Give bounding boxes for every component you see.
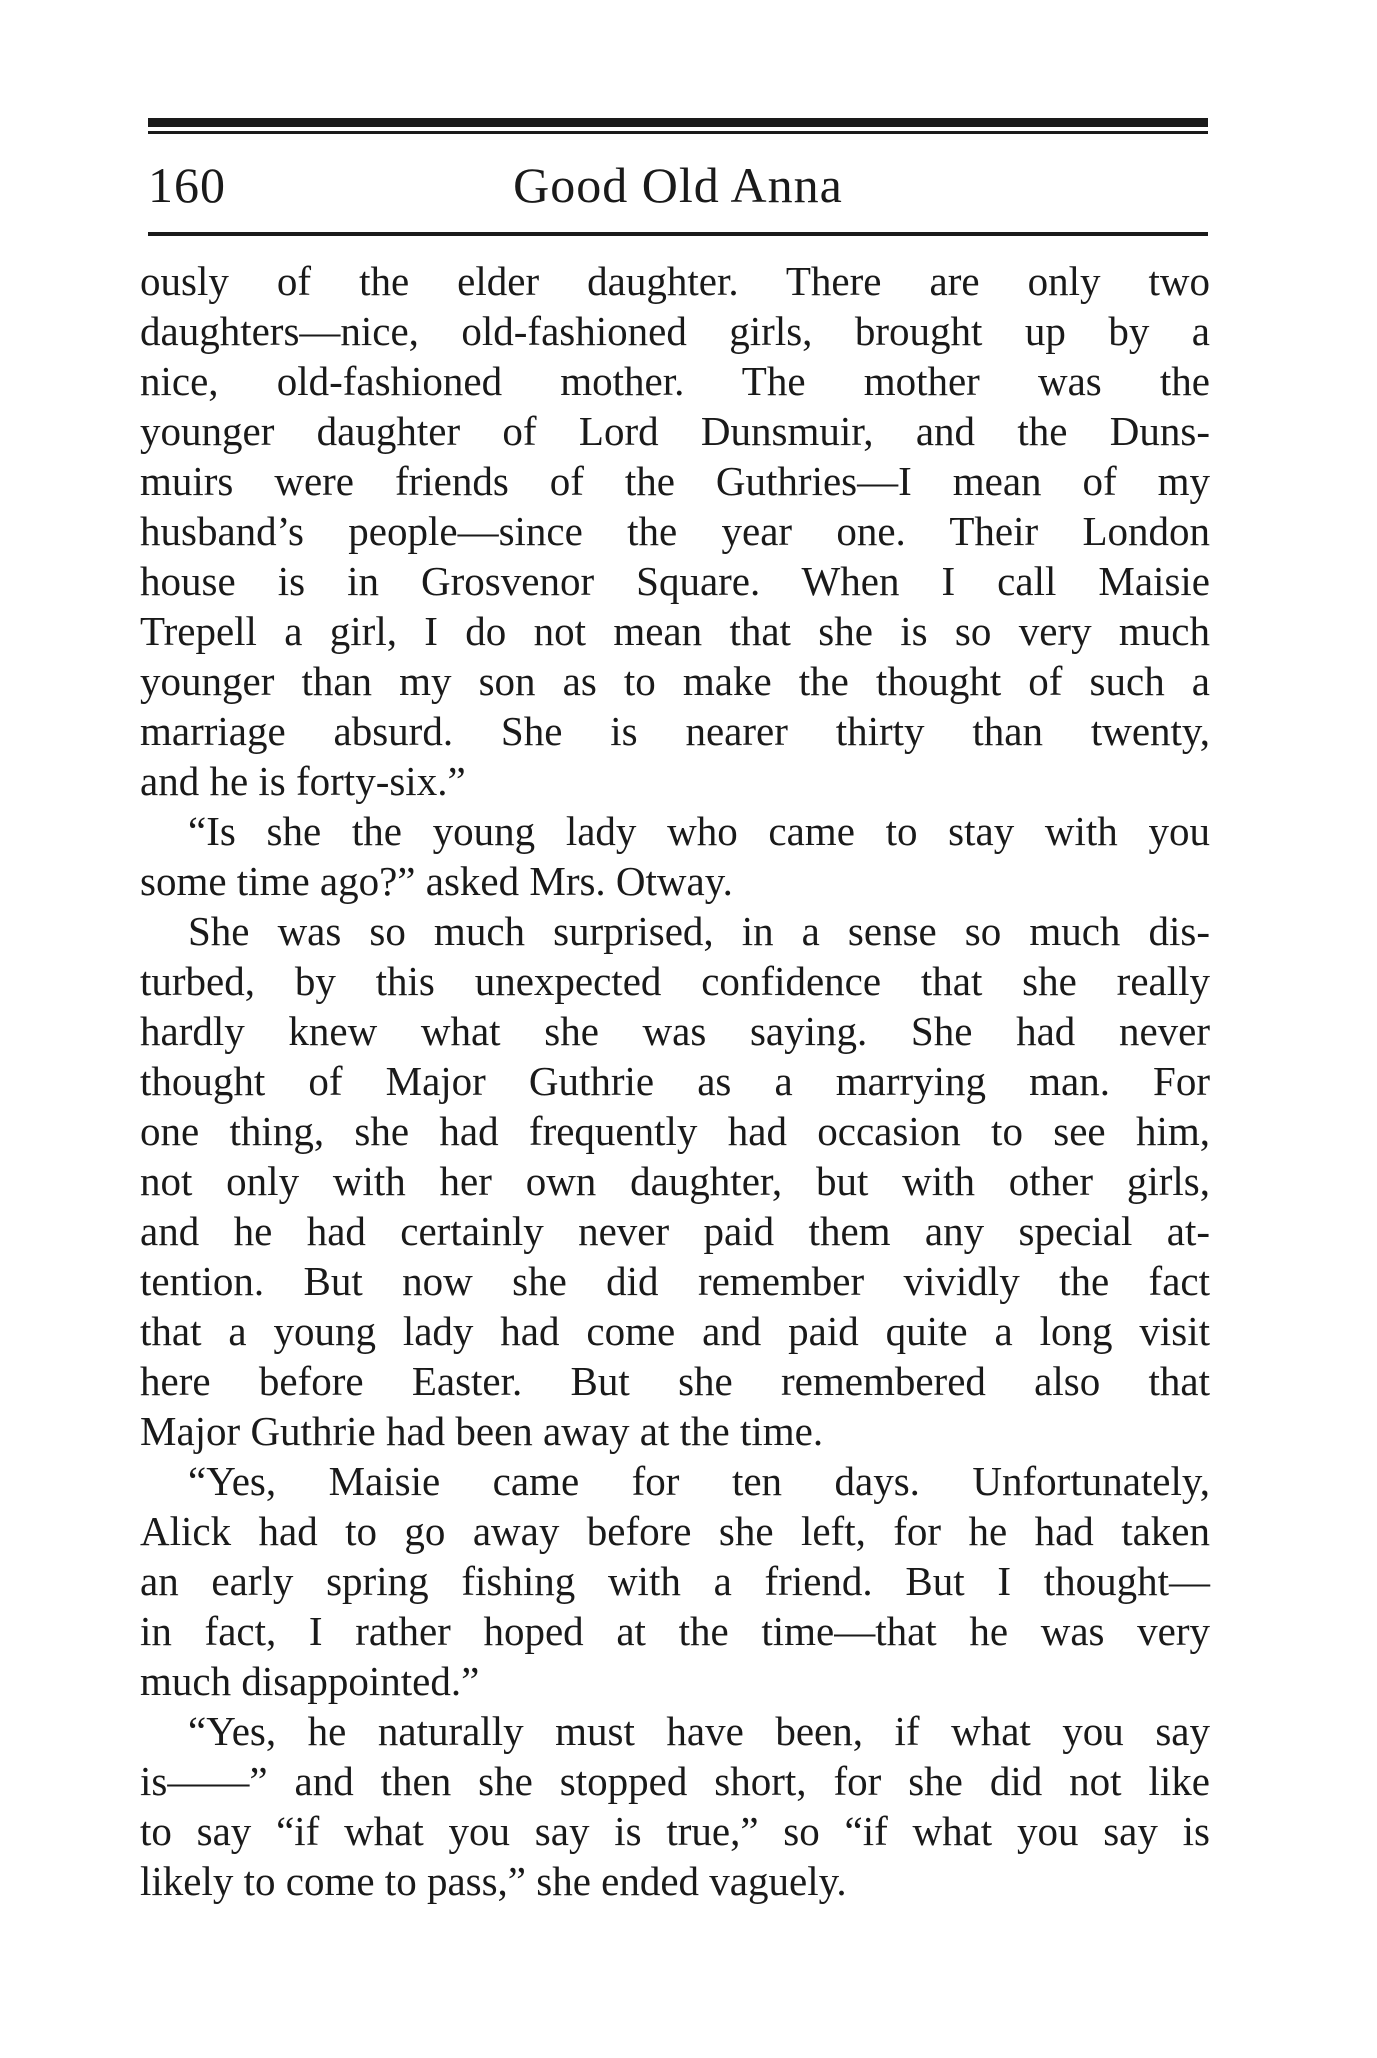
page-number: 160 <box>148 157 226 213</box>
text-line: “Yes, he naturally must have been, if what you say <box>188 1708 1210 1754</box>
text-line: that a young lady had come and paid quite a long visit <box>140 1308 1210 1354</box>
text-line: younger daughter of Lord Dunsmuir, and the Duns- <box>140 408 1210 454</box>
text-line: thought of Major Guthrie as a marrying man. For <box>140 1058 1210 1104</box>
text-line: and he is forty-six.” <box>140 758 466 804</box>
text-line: Trepell a girl, I do not mean that she is so very much <box>140 608 1210 654</box>
text-line: Alick had to go away before she left, for he had taken <box>140 1508 1210 1554</box>
header-rule-thin <box>148 131 1208 134</box>
text-line: in fact, I rather hoped at the time—that he was very <box>140 1608 1210 1654</box>
text-line: one thing, she had frequently had occasion to see him, <box>140 1108 1210 1154</box>
text-line: younger than my son as to make the thought of such a <box>140 658 1210 704</box>
text-line: and he had certainly never paid them any special at- <box>140 1208 1210 1254</box>
text-line: She was so much surprised, in a sense so much dis- <box>188 908 1210 954</box>
text-line: some time ago?” asked Mrs. Otway. <box>140 858 733 904</box>
text-line: tention. But now she did remember vividly the fact <box>140 1258 1210 1304</box>
text-line: nice, old-fashioned mother. The mother was the <box>140 358 1210 404</box>
body-text <box>140 256 1210 1906</box>
text-line: Major Guthrie had been away at the time. <box>140 1408 824 1454</box>
page-header <box>148 150 1208 220</box>
text-line: an early spring fishing with a friend. But I thought— <box>140 1558 1210 1604</box>
text-line: to say “if what you say is true,” so “if what you say is <box>140 1808 1210 1854</box>
text-line: likely to come to pass,” she ended vaguely. <box>140 1858 847 1904</box>
text-line: husband’s people—since the year one. Their London <box>140 508 1210 554</box>
text-line: is——” and then she stopped short, for she did not like <box>140 1758 1210 1804</box>
text-line: “Yes, Maisie came for ten days. Unfortunately, <box>188 1458 1210 1504</box>
text-line: ously of the elder daughter. There are only two <box>140 258 1210 304</box>
running-title: Good Old Anna <box>513 157 843 213</box>
text-line: daughters—nice, old-fashioned girls, brought up by a <box>140 308 1210 354</box>
text-line: not only with her own daughter, but with other girls, <box>140 1158 1210 1204</box>
header-rule-bottom <box>148 232 1208 236</box>
text-line: house is in Grosvenor Square. When I call Maisie <box>140 558 1210 604</box>
text-line: “Is she the young lady who came to stay with you <box>188 808 1210 854</box>
text-line: hardly knew what she was saying. She had never <box>140 1008 1210 1054</box>
text-line: much disappointed.” <box>140 1658 480 1704</box>
text-line: muirs were friends of the Guthries—I mean of my <box>140 458 1210 504</box>
text-line: marriage absurd. She is nearer thirty than twenty, <box>140 708 1210 754</box>
text-line: here before Easter. But she remembered also that <box>140 1358 1210 1404</box>
header-rule-thick <box>148 118 1208 127</box>
text-line: turbed, by this unexpected confidence that she really <box>140 958 1210 1004</box>
